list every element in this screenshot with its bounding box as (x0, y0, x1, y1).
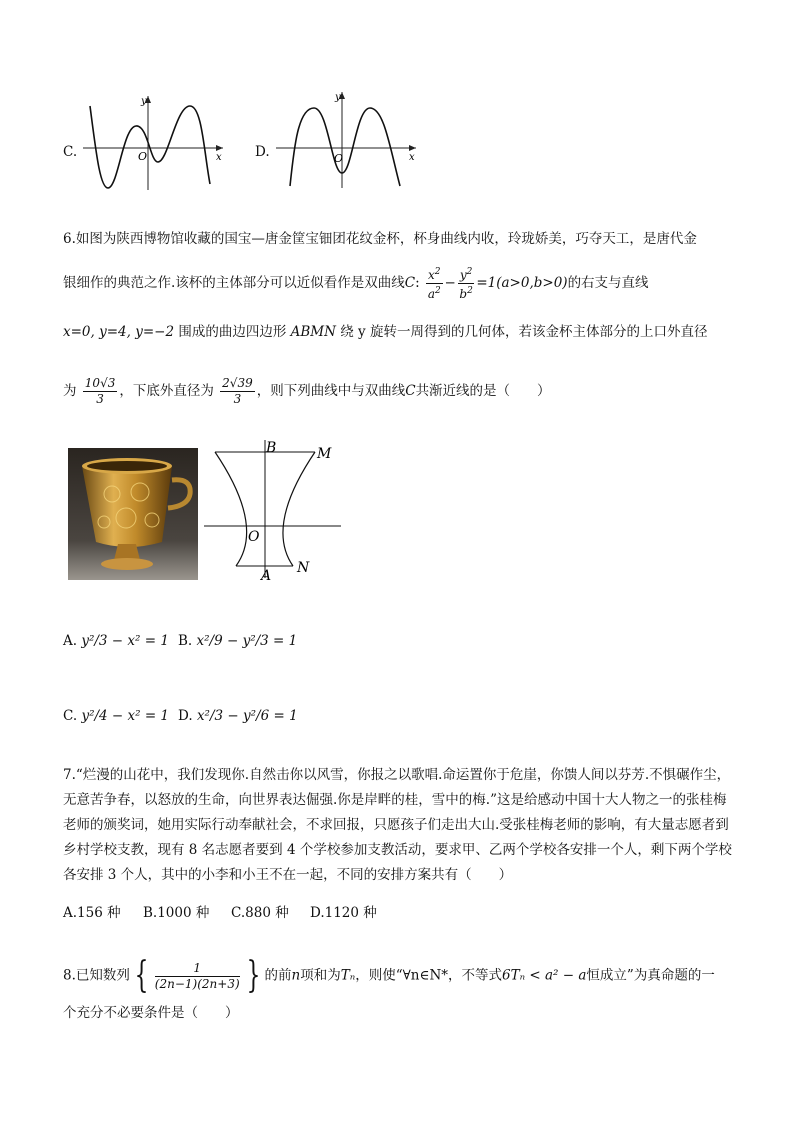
q6-line3 (63, 323, 707, 341)
q6-line4-post: ，则下列曲线中与双曲线 (256, 383, 406, 399)
q6-option-c[interactable]: C. y²/4 − x² = 1 (63, 708, 170, 724)
q6-line4-mid: ，下底外直径为 (119, 383, 214, 399)
q6-frac-y2-b2: $\frac{y^2}{b^2}$ (459, 267, 473, 301)
label-b: B (266, 440, 277, 456)
q6-bottom-diameter: $\frac{2√39}{3}$ (222, 376, 253, 406)
q8-n: n (291, 967, 301, 984)
label-n: N (297, 560, 310, 576)
golden-cup-photo (68, 448, 198, 580)
q8-post: 恒成立”为真命题的一 (586, 967, 715, 984)
origin-label-c: O (138, 150, 148, 163)
q6-line2-pre: 银细作的典范之作.该杯的主体部分可以近似看作是双曲线 (63, 275, 405, 291)
label-o: O (248, 529, 260, 545)
q6-shape-name: ABMN (290, 324, 336, 340)
q8-mid2: 项和为 (300, 967, 341, 984)
q6-hyperbola-name: C (404, 275, 416, 291)
label-a: A (261, 568, 272, 583)
q8-mid: 的前 (264, 967, 292, 984)
q6-line4-pre: 为 (63, 383, 77, 399)
q7-text: 7.“烂漫的山花中，我们发现你.自然击你以风雪，你报之以歌唱.命运置你于危崖，你馈人间以芬芳.不惧碾作尘，无意苦争春，以怒放的生命，向世界表达倔强.你是岸畔的桂，雪中的梅.”这是给感动中国十大人物之一的张桂梅老师的颁奖词，她用实际行动奉献社会，不求回报，只愿孩子们走出大山.受张桂梅老师的影响，有大量志愿者到乡村学校支教，现有 8 名志愿者要到 4 个学校参加支教活动，要求甲、乙两个学校各安排一个人，剩下两个学校各安排 3 个人，其中的小李和小王不在一起，不同的安排方案共有（ ） (63, 767, 732, 883)
q8-inequality: 6Tₙ < a² − a (502, 967, 587, 984)
q7-option-c[interactable]: C.880 种 (231, 905, 289, 921)
q7-option-b[interactable]: B.1000 种 (143, 905, 210, 921)
hyperbola-cup-diagram (200, 438, 345, 583)
q8-line1: 8.已知数列 { $\frac{1}{(2n-1)(2n+3)}$ } 的前n项和为Tₙ，则使“∀n∈N*，不等式6Tₙ < a² − a恒成立”为真命题的一 (63, 955, 715, 996)
q6-line2: 银细作的典范之作.该杯的主体部分可以近似看作是双曲线C: $\frac{x^2}{a^2}$ − $\frac{y^2}{b^2}$ =1(a>0,b>0)的右支与直线 (63, 267, 649, 301)
q8-line2: 个充分不必要条件是（ ） (63, 1005, 239, 1021)
x-axis-label-c: x (216, 152, 222, 163)
graph-option-c (78, 92, 228, 192)
q6-top-diameter: $\frac{10√3}{3}$ (84, 376, 116, 406)
q6-hyperbola-name-2: C (405, 383, 416, 399)
q8-pre: 8.已知数列 (63, 967, 130, 984)
q6-condition: =1(a>0,b>0) (476, 275, 568, 291)
q8-sequence-fraction: $\frac{1}{(2n-1)(2n+3)}$ (154, 960, 240, 991)
y-axis-label-c: y (141, 96, 147, 107)
q6-line2-post: 的右支与直线 (567, 275, 649, 291)
x-axis-label-d: x (409, 152, 415, 163)
q6-line1: 6.如图为陕西博物馆收藏的国宝—唐金筐宝钿团花纹金杯，杯身曲线内收，玲珑娇美，巧夺天工，是唐代金 (63, 231, 697, 247)
option-d-label: D. (255, 144, 270, 160)
q6-frac-x2-a2: $\frac{x^2}{a^2}$ (427, 267, 441, 301)
q6-line4-end: 共渐近线的是（ ） (415, 383, 551, 399)
q7-option-a[interactable]: A.156 种 (63, 905, 121, 921)
q6-line3-mid: 围成的曲边四边形 (174, 324, 291, 340)
q6-line3-rot: 绕 y 旋转一周得到的几何体，若该金杯主体部分的上口外直径 (335, 324, 708, 340)
q6-line-equations: x=0, y=4, y=−2 (63, 324, 175, 340)
q8-mid3: ，则使“∀n∈N*，不等式 (355, 967, 503, 984)
q6-option-b[interactable]: B. x²/9 − y²/3 = 1 (178, 633, 298, 649)
option-c-label: C. (63, 144, 78, 160)
q6-option-a[interactable]: A. y²/3 − x² = 1 (63, 633, 169, 649)
y-axis-label-d: y (335, 92, 341, 103)
origin-label-d: O (334, 152, 344, 165)
graph-option-d (272, 88, 422, 192)
q7-option-d[interactable]: D.1120 种 (310, 905, 377, 921)
q6-line4 (63, 376, 551, 407)
q6-option-d[interactable]: D. x²/3 − y²/6 = 1 (178, 708, 298, 724)
label-m: M (317, 446, 332, 462)
q8-tn: Tₙ (340, 967, 356, 984)
